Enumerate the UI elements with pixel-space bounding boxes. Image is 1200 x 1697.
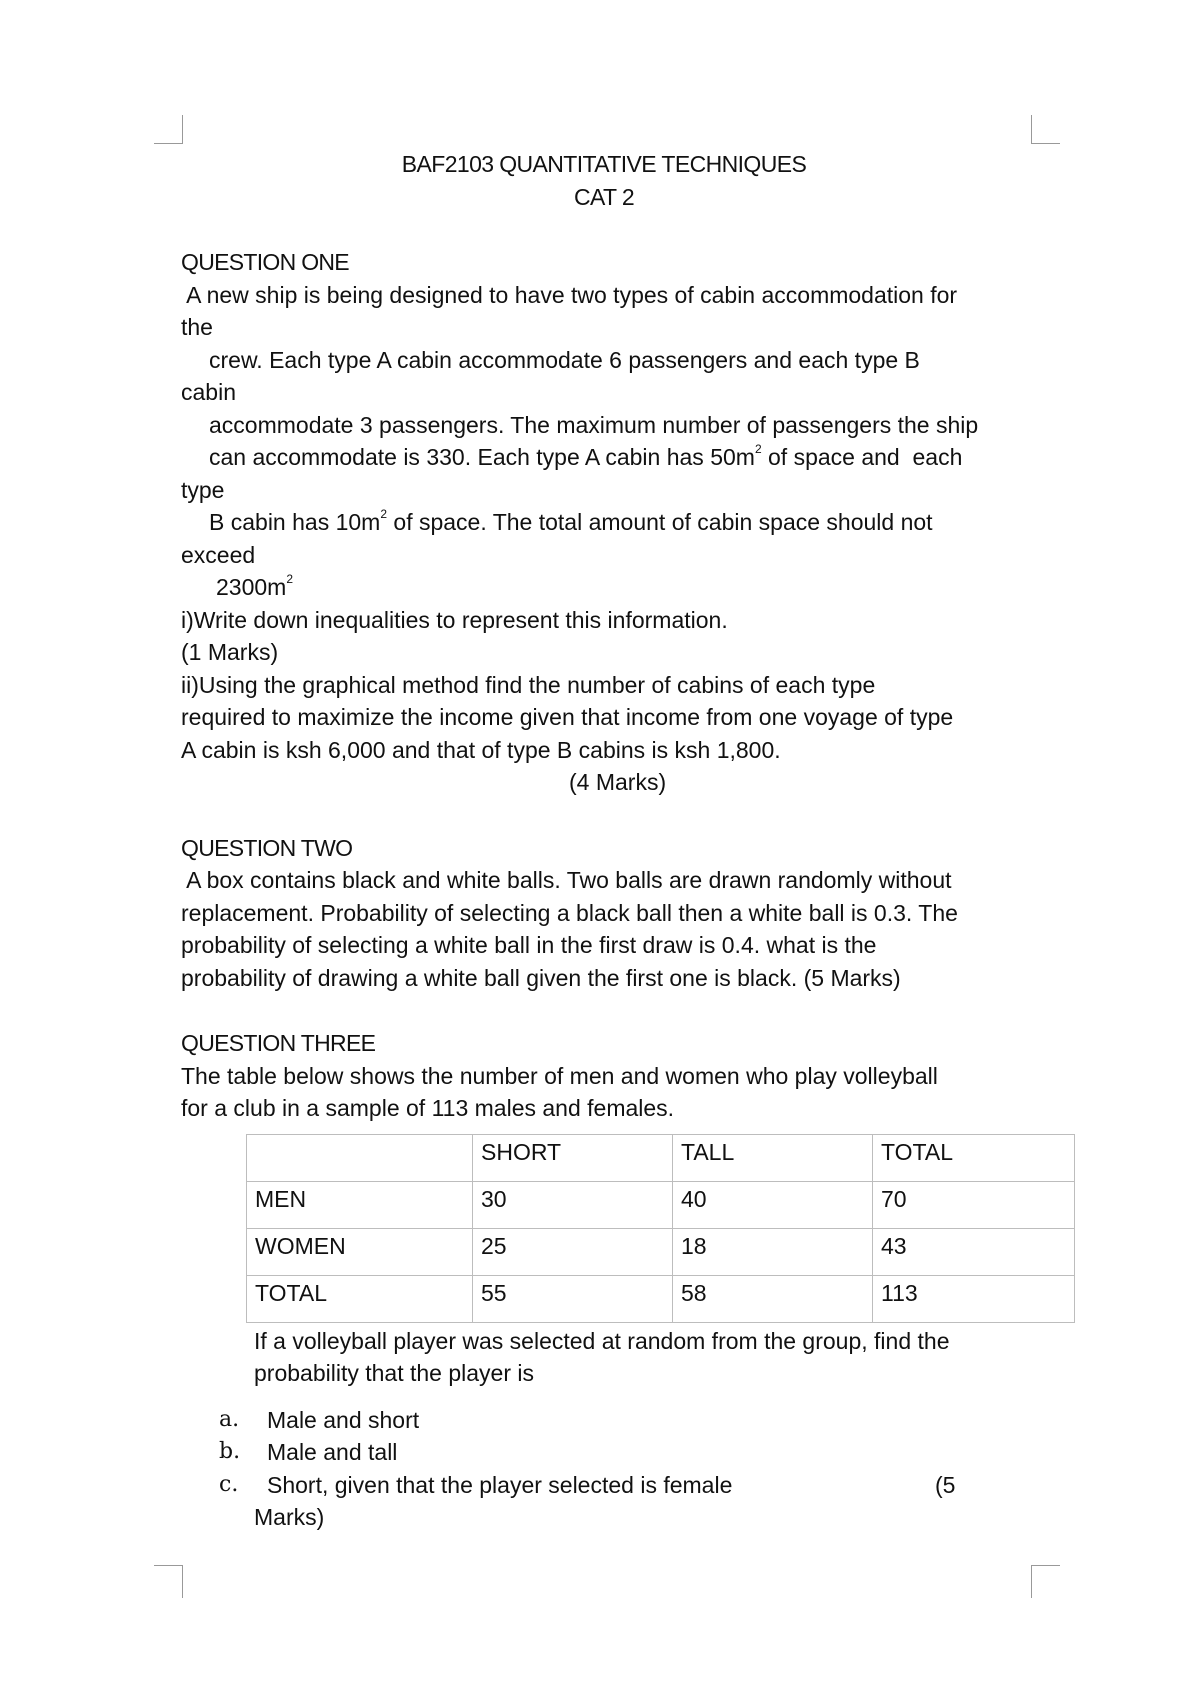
document-title: BAF2103 QUANTITATIVE TECHNIQUES bbox=[401, 151, 807, 177]
option-label: c. bbox=[219, 1471, 239, 1497]
document-body bbox=[181, 148, 1081, 1534]
q1-part-i: i)Write down inequalities to represent this information. bbox=[181, 606, 728, 633]
option-text: Male and tall bbox=[267, 1439, 398, 1465]
q1-line: type bbox=[181, 476, 225, 503]
table-cell: 70 bbox=[873, 1181, 1075, 1228]
table-cell: 18 bbox=[673, 1228, 873, 1275]
list-item bbox=[181, 1469, 1081, 1502]
q1-line: the bbox=[181, 314, 213, 340]
table-header-row bbox=[247, 1134, 1075, 1181]
q3-prompt: If a volleyball player was selected at random from the group, find the bbox=[254, 1327, 950, 1354]
q1-line: crew. Each type A cabin accommodate 6 passengers and each type B bbox=[209, 346, 920, 373]
q3-options bbox=[181, 1404, 1081, 1534]
q1-line: can accommodate is 330. Each type A cabin has $50m^2$ of space and each bbox=[209, 442, 963, 470]
table-cell: 113 bbox=[873, 1275, 1075, 1322]
table-cell: 43 bbox=[873, 1228, 1075, 1275]
volleyball-table bbox=[246, 1134, 1075, 1323]
q3-line: The table below shows the number of men and women who play volleyball bbox=[181, 1062, 938, 1089]
q1-line: B cabin has $10m^2$ of space. The total amount of cabin space should not bbox=[209, 507, 933, 535]
q1-line: accommodate 3 passengers. The maximum number of passengers the ship bbox=[209, 411, 979, 438]
option-text: Short, given that the player selected is female bbox=[267, 1471, 733, 1498]
table-row bbox=[247, 1228, 1075, 1275]
q2-line: replacement. Probability of selecting a black ball then a white ball is 0.3. The bbox=[181, 899, 958, 926]
table-cell: 40 bbox=[673, 1181, 873, 1228]
list-item bbox=[181, 1404, 1081, 1437]
question-three-heading: QUESTION THREE bbox=[181, 1030, 376, 1056]
crop-mark-bottom-left bbox=[154, 1565, 183, 1598]
q2-line: probability of selecting a white ball in the first draw is 0.4. what is the bbox=[181, 932, 877, 958]
table-header-cell: TALL bbox=[673, 1134, 873, 1181]
table-cell: WOMEN bbox=[247, 1228, 473, 1275]
table-header-cell: SHORT bbox=[473, 1134, 673, 1181]
q1-part-ii: ii)Using the graphical method find the number of cabins of each type bbox=[181, 671, 876, 698]
q1-part-ii: required to maximize the income given that income from one voyage of type bbox=[181, 704, 954, 730]
q2-line: probability of drawing a white ball given the first one is black. (5 Marks) bbox=[181, 964, 901, 991]
document-subtitle: CAT 2 bbox=[573, 183, 635, 210]
table-cell: 55 bbox=[473, 1275, 673, 1322]
q1-part-ii: A cabin is ksh 6,000 and that of type B cabins is ksh 1,800. bbox=[181, 736, 781, 763]
table-cell: MEN bbox=[247, 1181, 473, 1228]
option-text: Male and short bbox=[267, 1406, 420, 1433]
table-row bbox=[247, 1275, 1075, 1322]
crop-mark-bottom-right bbox=[1031, 1565, 1060, 1598]
question-two-heading: QUESTION TWO bbox=[181, 834, 353, 861]
q1-part-i-marks: (1 Marks) bbox=[181, 639, 279, 665]
q3-marks-open: (5 bbox=[935, 1471, 956, 1498]
table-row bbox=[247, 1181, 1075, 1228]
table-cell: TOTAL bbox=[247, 1275, 473, 1322]
option-label: b. bbox=[219, 1439, 241, 1464]
table-cell: 58 bbox=[673, 1275, 873, 1322]
q1-line: cabin bbox=[181, 379, 236, 405]
q3-line: for a club in a sample of 113 males and females. bbox=[181, 1095, 675, 1121]
q3-prompt: probability that the player is bbox=[254, 1360, 534, 1386]
q1-part-ii-marks: (4 Marks) bbox=[569, 769, 667, 795]
q1-line: $2300m^2$ bbox=[216, 572, 294, 600]
table-cell: 25 bbox=[473, 1228, 673, 1275]
table-cell: 30 bbox=[473, 1181, 673, 1228]
option-label: a. bbox=[219, 1406, 240, 1432]
q2-line: A box contains black and white balls. Two balls are drawn randomly without bbox=[181, 867, 952, 893]
crop-mark-top-left bbox=[154, 115, 183, 144]
q1-line: A new ship is being designed to have two types of cabin accommodation for bbox=[181, 281, 958, 308]
q3-marks-close: Marks) bbox=[254, 1504, 325, 1530]
table-header-cell bbox=[247, 1134, 473, 1181]
table-header-cell: TOTAL bbox=[873, 1134, 1075, 1181]
crop-mark-top-right bbox=[1031, 115, 1060, 144]
q1-line: exceed bbox=[181, 541, 256, 568]
list-item bbox=[181, 1436, 1081, 1469]
question-one-heading: QUESTION ONE bbox=[181, 249, 349, 275]
